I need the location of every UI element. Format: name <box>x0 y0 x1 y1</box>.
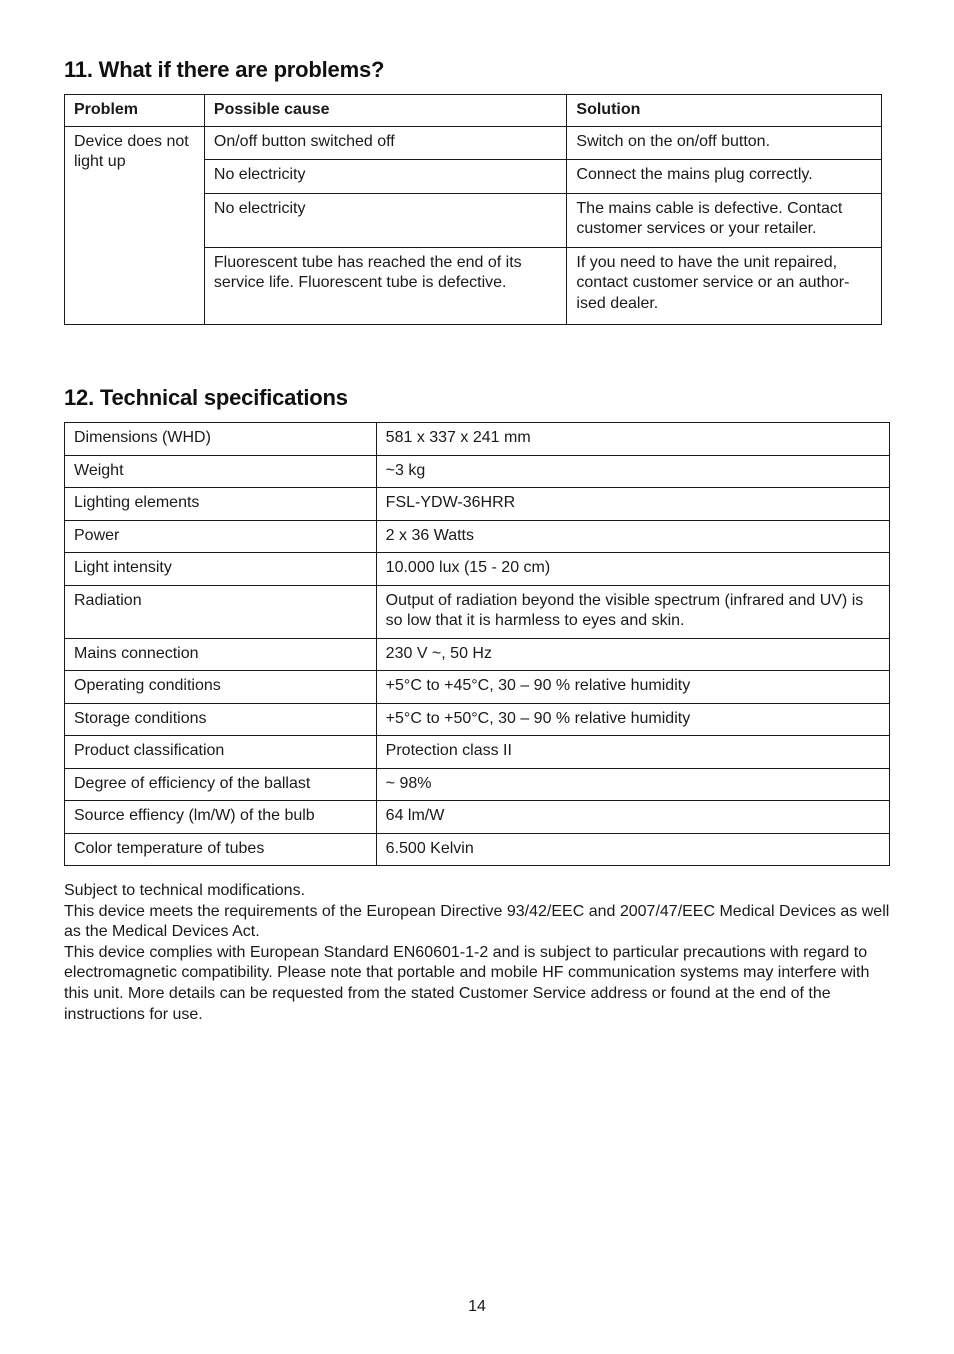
cause-cell: Fluorescent tube has reached the end of its service life. Fluorescent tube is defective. <box>204 247 567 325</box>
problem-cell: Device does not light up <box>65 126 205 325</box>
note-paragraph: Subject to technical modifications. <box>64 882 306 899</box>
spec-label: Operating conditions <box>65 671 377 704</box>
compliance-notes <box>64 881 890 1025</box>
table-row <box>65 585 890 638</box>
solution-cell: If you need to have the unit repaired, contact customer service or an author-ised dealer. <box>567 247 882 325</box>
spec-label: Radiation <box>65 585 377 638</box>
solution-cell: Connect the mains plug correctly. <box>567 160 882 194</box>
table-header-row <box>65 95 882 127</box>
table-row <box>65 126 882 160</box>
spec-label: Storage conditions <box>65 703 377 736</box>
spec-label: Dimensions (WHD) <box>65 423 377 456</box>
solution-cell: Switch on the on/off button. <box>567 126 882 160</box>
table-row <box>65 638 890 671</box>
spec-label: Product classification <box>65 736 377 769</box>
column-header-problem: Problem <box>65 95 205 127</box>
spec-value: 581 x 337 x 241 mm <box>376 423 889 456</box>
troubleshooting-heading: 11. What if there are problems? <box>64 57 385 82</box>
spec-label: Light intensity <box>65 553 377 586</box>
spec-value: +5°C to +50°C, 30 – 90 % relative humidity <box>376 703 889 736</box>
specifications-heading: 12. Technical specifications <box>64 385 348 410</box>
column-header-solution: Solution <box>567 95 882 127</box>
table-row <box>65 488 890 521</box>
spec-label: Lighting elements <box>65 488 377 521</box>
table-row <box>65 801 890 834</box>
spec-label: Source effiency (lm/W) of the bulb <box>65 801 377 834</box>
table-row <box>65 455 890 488</box>
spec-value: FSL-YDW-36HRR <box>376 488 889 521</box>
table-row <box>65 671 890 704</box>
spec-value: 6.500 Kelvin <box>376 833 889 866</box>
cause-cell: On/off button switched off <box>204 126 567 160</box>
solution-cell: The mains cable is defective. Contact customer services or your retailer. <box>567 193 882 247</box>
spec-label: Power <box>65 520 377 553</box>
troubleshooting-table <box>64 94 882 325</box>
table-row <box>65 520 890 553</box>
spec-value: 64 lm/W <box>376 801 889 834</box>
note-paragraph: This device complies with European Standard EN60601-1-2 and is subject to particular precautions with regard to electromagnetic compatibility. Please note that portable and mobile HF communication systems may interfere with this unit. More details can be requested from the stated Customer Service address or found at the end of the instructions for use. <box>64 943 870 1023</box>
cause-cell: No electricity <box>204 193 567 247</box>
spec-label: Color temperature of tubes <box>65 833 377 866</box>
spec-value: ~3 kg <box>376 455 889 488</box>
manual-page <box>64 54 890 1025</box>
spec-value: Protection class II <box>376 736 889 769</box>
column-header-cause: Possible cause <box>204 95 567 127</box>
table-row <box>65 768 890 801</box>
page-number: 14 <box>468 1298 486 1315</box>
table-row <box>65 833 890 866</box>
cause-cell: No electricity <box>204 160 567 194</box>
table-row <box>65 736 890 769</box>
specifications-table <box>64 422 890 866</box>
spec-value: 10.000 lux (15 - 20 cm) <box>376 553 889 586</box>
spec-label: Weight <box>65 455 377 488</box>
table-row <box>65 423 890 456</box>
note-paragraph: This device meets the requirements of the European Directive 93/42/EEC and 2007/47/EEC Medical Devices as well as the Medical Devices Act. <box>64 902 890 941</box>
spec-value: +5°C to +45°C, 30 – 90 % relative humidity <box>376 671 889 704</box>
spec-value: ~ 98% <box>376 768 889 801</box>
spec-label: Mains connection <box>65 638 377 671</box>
spec-label: Degree of efficiency of the ballast <box>65 768 377 801</box>
spec-value: 230 V ~, 50 Hz <box>376 638 889 671</box>
table-row <box>65 553 890 586</box>
spec-value: 2 x 36 Watts <box>376 520 889 553</box>
table-row <box>65 703 890 736</box>
spec-value: Output of radiation beyond the visible spectrum (infrared and UV) is so low that it is harmless to eyes and skin. <box>376 585 889 638</box>
